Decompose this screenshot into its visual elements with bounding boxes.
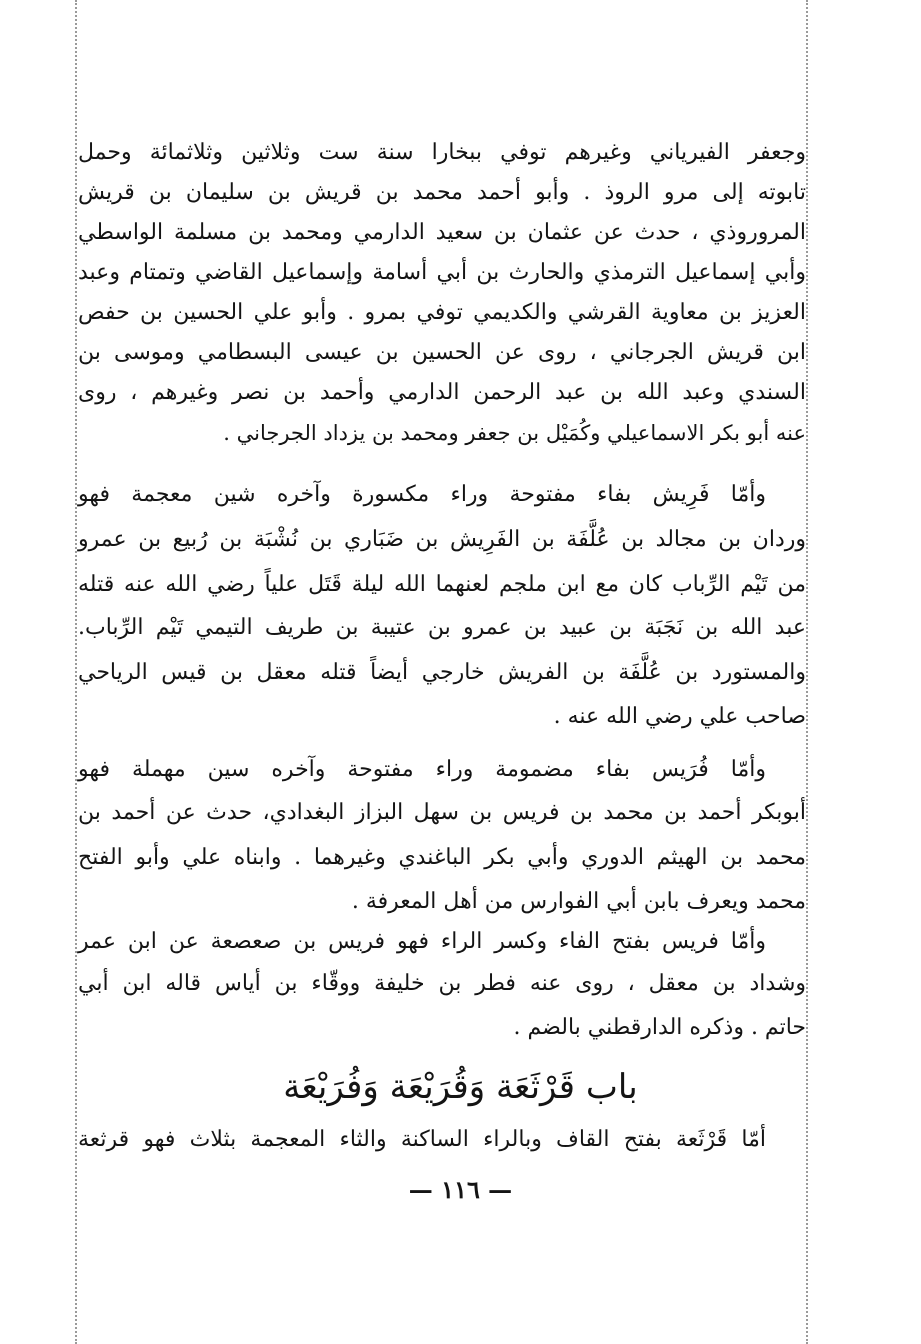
text-line: حاتم . وذكره الدارقطني بالضم .	[513, 1015, 806, 1040]
chapter-heading: باب قَرْثَعَة وَقُرَيْعَة وَفُرَيْعَة	[283, 1067, 638, 1107]
text-line: وأمّا فريس بفتح الفاء وكسر الراء فهو فريس بن صعصعة عن ابن عمر	[78, 929, 766, 954]
text-line: العزيز بن معاوية القرشي والكديمي توفي بمرو . وأبو علي الحسين بن حفص	[78, 300, 806, 325]
text-line: وردان بن مجالد بن عُلَّفَة بن الفَرِيش بن ضَبَاري بن نُشْبَة بن رُبيع بن عمرو	[78, 527, 806, 552]
text-line: أبوبكر أحمد بن محمد بن فريس بن سهل البزاز البغدادي، حدث عن أحمد بن	[78, 800, 806, 825]
text-line: صاحب علي رضي الله عنه .	[553, 704, 806, 729]
text-line: وشداد بن معقل ، روى عنه فطر بن خليفة ووقّاء بن أياس قاله ابن أبي	[78, 971, 806, 996]
text-line: عنه أبو بكر الاسماعيلي وكُمَيْل بن جعفر ومحمد بن يزداد الجرجاني .	[223, 421, 806, 445]
text-line: المروروذي ، حدث عن عثمان بن سعيد الدارمي ومحمد بن مسلمة الواسطي	[78, 220, 806, 245]
text-line: محمد بن الهيثم الدوري وأبي بكر الباغندي وغيرهما . وابناه علي وأبو الفتح	[78, 845, 806, 870]
text-line: من تَيْم الرِّباب كان مع ابن ملجم لعنهما الله ليلة قَتَل علياً رضي الله عنه قتله	[78, 572, 806, 597]
text-line: تابوته إلى مرو الروذ . وأبو أحمد محمد بن قريش بن سليمان بن قريش	[78, 180, 806, 205]
page-fold-line-left	[75, 0, 77, 1344]
text-line: عبد الله بن نَجَبَة بن عبيد بن عمرو بن عتيبة بن طريف التيمي تَيْم الرِّباب.	[78, 615, 806, 640]
text-line: وأمّا فُرَيس بفاء مضمومة وراء مفتوحة وآخره سين مهملة فهو	[78, 757, 766, 782]
text-line: وأبي إسماعيل الترمذي والحارث بن أبي أسامة وإسماعيل القاضي وتمتام وعبد	[78, 260, 806, 285]
text-line: وأمّا فَرِيش بفاء مفتوحة وراء مكسورة وآخره شين معجمة فهو	[78, 482, 766, 507]
text-line: السندي وعبد الله بن عبد الرحمن الدارمي وأحمد بن نصر وغيرهم ، روى	[78, 380, 806, 405]
page-fold-line-right	[806, 0, 808, 1344]
text-line: أمّا قَرْثَعة بفتح القاف وبالراء الساكنة والثاء المعجمة بثلاث فهو قرثعة	[78, 1127, 766, 1152]
page-number: — ١١٦ —	[408, 1175, 513, 1204]
text-line: محمد ويعرف بابن أبي الفوارس من أهل المعرفة .	[351, 889, 806, 914]
text-line: وجعفر الفيرياني وغيرهم توفي ببخارا سنة ست وثلاثين وثلاثمائة وحمل	[78, 140, 806, 165]
text-line: ابن قريش الجرجاني ، روى عن الحسين بن عيسى البسطامي وموسى بن	[78, 340, 806, 365]
text-line: والمستورد بن عُلَّفَة بن الفريش خارجي أيضاً قتله معقل بن قيس الرياحي	[78, 660, 806, 685]
